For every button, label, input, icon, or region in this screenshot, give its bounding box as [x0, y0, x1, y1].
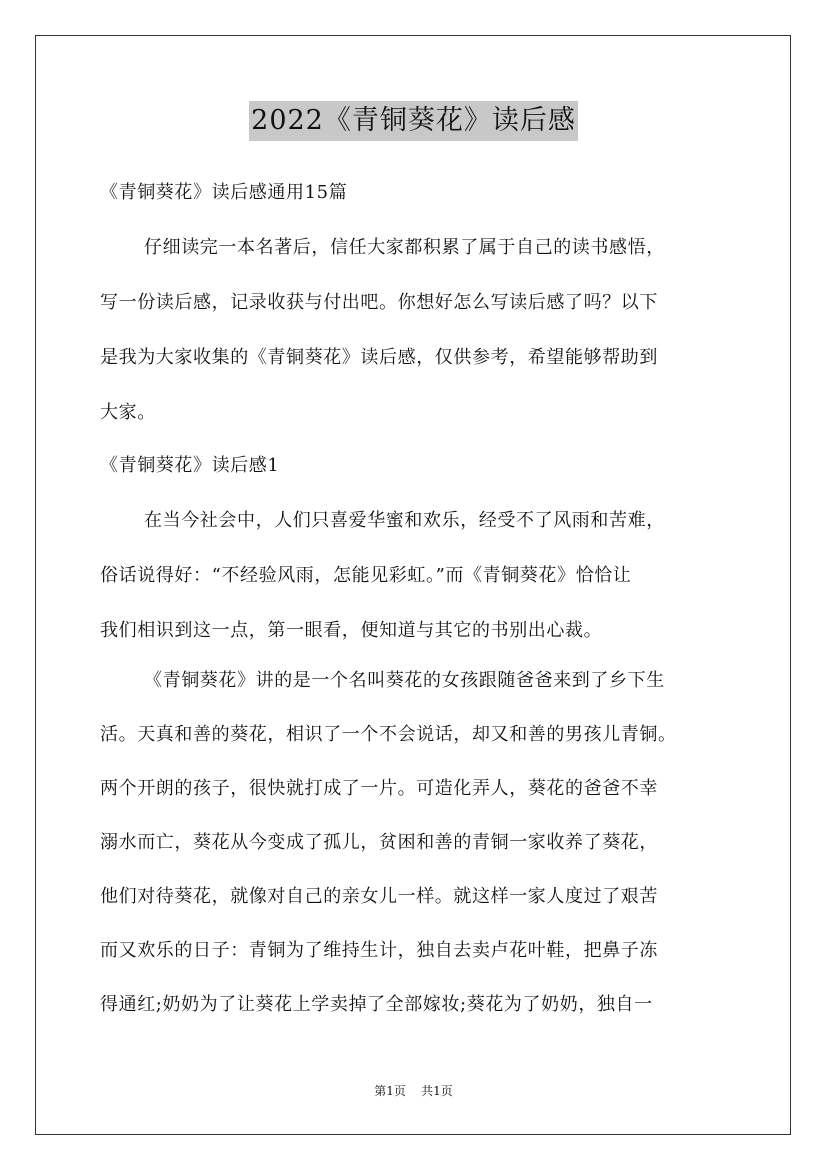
section-heading: 《青铜葵花》读后感1 — [100, 455, 280, 476]
paragraph-line: 得通红;奶奶为了让葵花上学卖掉了全部嫁妆;葵花为了奶奶，独自一 — [100, 994, 653, 1015]
page-total: 共1页 — [421, 1084, 453, 1098]
paragraph-line: 两个开朗的孩子，很快就打成了一片。可造化弄人，葵花的爸爸不幸 — [100, 778, 658, 799]
paragraph-line: 活。天真和善的葵花，相识了一个不会说话，却又和善的男孩儿青铜。 — [100, 724, 677, 745]
paragraph-line: 溺水而亡，葵花从今变成了孤儿，贫困和善的青铜一家收养了葵花， — [100, 832, 658, 853]
paragraph-line: 仔细读完一本名著后，信任大家都积累了属于自己的读书感悟， — [144, 237, 665, 258]
title-wrapper — [0, 101, 827, 141]
page-footer — [0, 1083, 827, 1099]
paragraph-line: 写一份读后感，记录收获与付出吧。你想好怎么写读后感了吗？以下 — [100, 292, 658, 313]
paragraph-line: 俗话说得好：“不经验风雨，怎能见彩虹。”而《青铜葵花》恰恰让 — [100, 565, 632, 586]
paragraph-line: 大家。 — [100, 402, 156, 423]
paragraph-line: 是我为大家收集的《青铜葵花》读后感，仅供参考，希望能够帮助到 — [100, 347, 658, 368]
paragraph-line: 《青铜葵花》讲的是一个名叫葵花的女孩跟随爸爸来到了乡下生 — [144, 670, 665, 691]
paragraph-line: 而又欢乐的日子：青铜为了维持生计，独自去卖卢花叶鞋，把鼻子冻 — [100, 940, 658, 961]
paragraph-line: 在当今社会中，人们只喜爱华蜜和欢乐，经受不了风雨和苦难， — [144, 510, 665, 531]
page-number: 第1页 — [374, 1084, 406, 1098]
paragraph-line: 我们相识到这一点，第一眼看，便知道与其它的书别出心裁。 — [100, 620, 603, 641]
subtitle-line: 《青铜葵花》读后感通用15篇 — [100, 182, 348, 203]
paragraph-line: 他们对待葵花，就像对自己的亲女儿一样。就这样一家人度过了艰苦 — [100, 886, 658, 907]
document-title: 2022《青铜葵花》读后感 — [249, 101, 578, 141]
